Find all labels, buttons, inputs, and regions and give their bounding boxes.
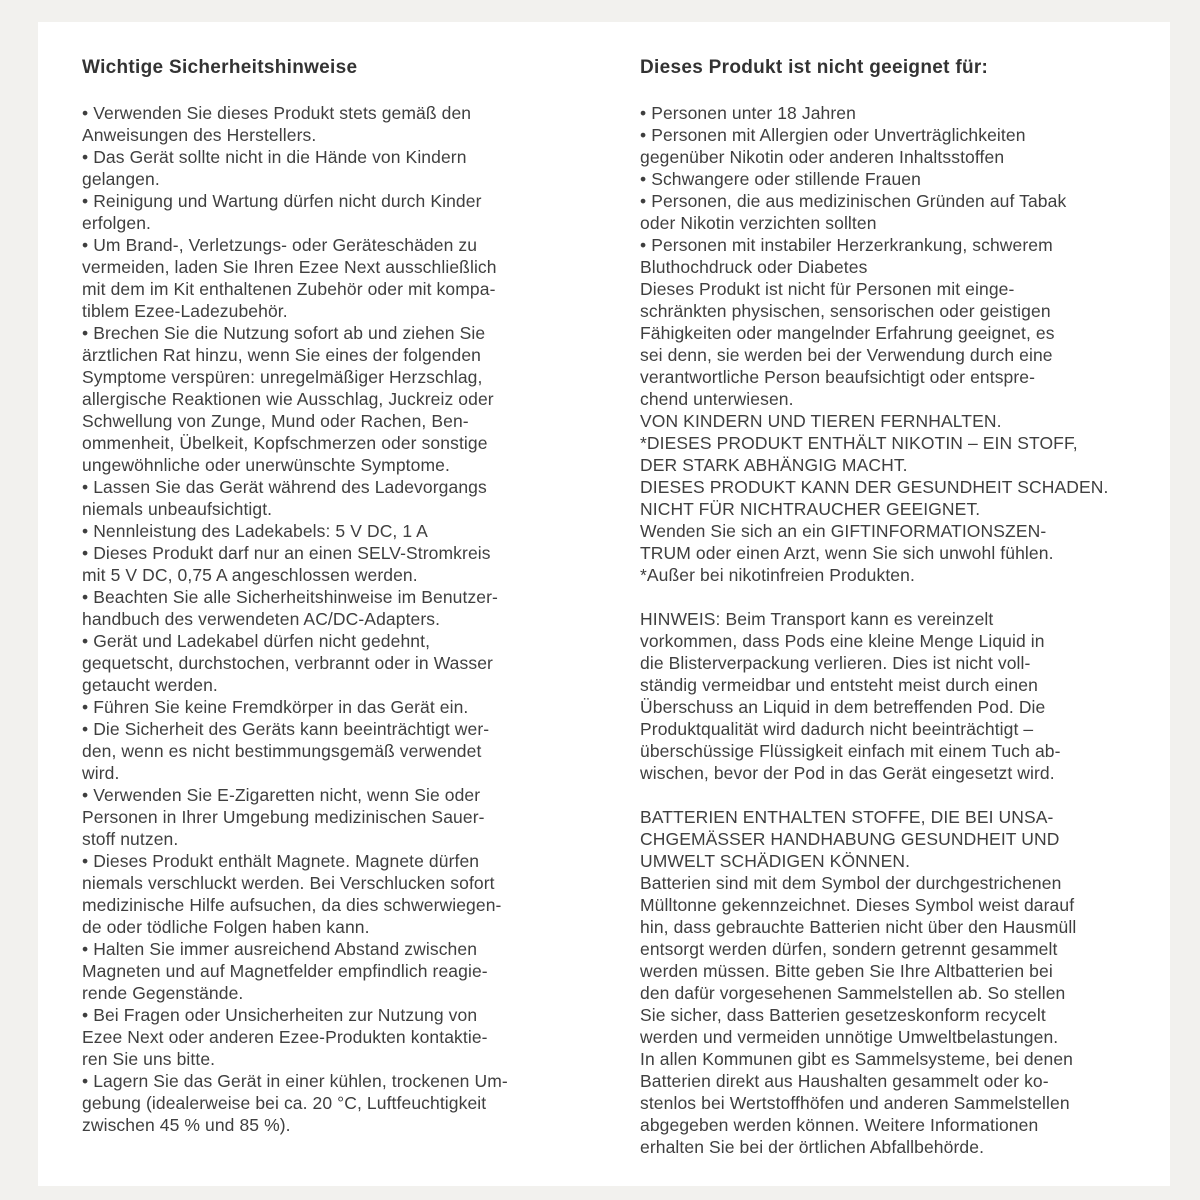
text-line: hin, dass gebrauchte Batterien nicht über den Hausmüll (640, 917, 1077, 937)
text-line: Wenden Sie sich an ein GIFTINFORMATIONSZEN- (640, 521, 1047, 541)
text-line: • Führen Sie keine Fremdkörper in das Gerät ein. (82, 697, 469, 717)
text-line: Schwellung von Zunge, Mund oder Rachen, Ben- (82, 411, 469, 431)
text-line: gelangen. (82, 169, 160, 189)
text-line: chend unterwiesen. (640, 389, 794, 409)
text-line: DER STARK ABHÄNGIG MACHT. (640, 455, 908, 475)
text-line: handbuch des verwendeten AC/DC-Adapters. (82, 609, 441, 629)
text-line: Bluthochdruck oder Diabetes (640, 257, 868, 277)
text-line: • Nennleistung des Ladekabels: 5 V DC, 1 A (82, 521, 428, 541)
text-line: gebung (idealerweise bei ca. 20 °C, Luftfeuchtigkeit (82, 1093, 487, 1113)
text-line: ungewöhnliche oder unerwünschte Symptome. (82, 455, 450, 475)
text-line: Mülltonne gekennzeichnet. Dieses Symbol weist darauf (640, 895, 1075, 915)
text-line: gegenüber Nikotin oder anderen Inhaltsstoffen (640, 147, 1005, 167)
text-line: Batterien sind mit dem Symbol der durchgestrichenen (640, 873, 1062, 893)
text-line: ommenheit, Übelkeit, Kopfschmerzen oder sonstige (82, 433, 488, 453)
document-page (38, 22, 1170, 1186)
not-suitable-body (640, 102, 1160, 1158)
text-line: ren Sie uns bitte. (82, 1049, 216, 1069)
safety-instructions-body (82, 102, 602, 1136)
text-line: • Lagern Sie das Gerät in einer kühlen, trockenen Um- (82, 1071, 508, 1091)
text-line: de oder tödliche Folgen haben kann. (82, 917, 370, 937)
text-line: • Dieses Produkt enthält Magnete. Magnete dürfen (82, 851, 480, 871)
text-line: Fähigkeiten oder mangelnder Erfahrung geeignet, es (640, 323, 1055, 343)
text-line: • Personen unter 18 Jahren (640, 103, 856, 123)
text-line: stoff nutzen. (82, 829, 179, 849)
text-line: ständig vermeidbar und entsteht meist durch einen (640, 675, 1038, 695)
text-line: VON KINDERN UND TIEREN FERNHALTEN. (640, 411, 1002, 431)
text-line: ärztlichen Rat hinzu, wenn Sie eines der folgenden (82, 345, 481, 365)
text-line: getaucht werden. (82, 675, 218, 695)
text-line: überschüssige Flüssigkeit einfach mit einem Tuch ab- (640, 741, 1061, 761)
safety-instructions-column (82, 56, 602, 1186)
text-line: wischen, bevor der Pod in das Gerät eingesetzt wird. (640, 763, 1055, 783)
text-line: den dafür vorgesehenen Sammelstellen ab. So stellen (640, 983, 1066, 1003)
text-line: • Um Brand-, Verletzungs- oder Geräteschäden zu (82, 235, 478, 255)
text-line: tiblem Ezee-Ladezubehör. (82, 301, 288, 321)
text-line: *Außer bei nikotinfreien Produkten. (640, 565, 915, 585)
text-line: vermeiden, laden Sie Ihren Ezee Next ausschließlich (82, 257, 497, 277)
text-line: • Reinigung und Wartung dürfen nicht durch Kinder (82, 191, 482, 211)
text-line: • Bei Fragen oder Unsicherheiten zur Nutzung von (82, 1005, 478, 1025)
text-line: Sie sicher, dass Batterien gesetzeskonform recycelt (640, 1005, 1046, 1025)
text-line: medizinische Hilfe aufsuchen, da dies schwerwiegen- (82, 895, 502, 915)
text-line: • Verwenden Sie dieses Produkt stets gemäß den (82, 103, 472, 123)
text-line: erhalten Sie bei der örtlichen Abfallbehörde. (640, 1137, 985, 1157)
text-line: • Schwangere oder stillende Frauen (640, 169, 921, 189)
text-line: Produktqualität wird dadurch nicht beeinträchtigt – (640, 719, 1034, 739)
text-line: allergische Reaktionen wie Ausschlag, Juckreiz oder (82, 389, 494, 409)
text-line: • Verwenden Sie E-Zigaretten nicht, wenn Sie oder (82, 785, 481, 805)
text-line: mit dem im Kit enthaltenen Zubehör oder mit kompa- (82, 279, 496, 299)
text-line: Dieses Produkt ist nicht für Personen mit einge- (640, 279, 1015, 299)
text-line: Personen in Ihrer Umgebung medizinischen Sauer- (82, 807, 485, 827)
text-line (640, 586, 1160, 608)
text-line (640, 784, 1160, 806)
text-line: DIESES PRODUKT KANN DER GESUNDHEIT SCHADEN. (640, 477, 1109, 497)
text-line: • Brechen Sie die Nutzung sofort ab und ziehen Sie (82, 323, 486, 343)
text-line: die Blisterverpackung verlieren. Dies ist nicht voll- (640, 653, 1031, 673)
text-line: In allen Kommunen gibt es Sammelsysteme, bei denen (640, 1049, 1074, 1069)
text-line: • Gerät und Ladekabel dürfen nicht gedehnt, (82, 631, 431, 651)
text-line: verantwortliche Person beaufsichtigt oder entspre- (640, 367, 1036, 387)
text-line: schränkten physischen, sensorischen oder geistigen (640, 301, 1051, 321)
not-suitable-heading: Dieses Produkt ist nicht geeignet für: (640, 57, 989, 78)
text-line: *DIESES PRODUKT ENTHÄLT NIKOTIN – EIN STOFF, (640, 433, 1078, 453)
text-line: vorkommen, dass Pods eine kleine Menge Liquid in (640, 631, 1045, 651)
text-line: abgegeben werden können. Weitere Informationen (640, 1115, 1039, 1135)
text-line: • Lassen Sie das Gerät während des Ladevorgangs (82, 477, 487, 497)
safety-instructions-heading: Wichtige Sicherheitshinweise (82, 57, 358, 78)
text-line: Überschuss an Liquid in dem betreffenden Pod. Die (640, 697, 1046, 717)
text-line: CHGEMÄSSER HANDHABUNG GESUNDHEIT UND (640, 829, 1060, 849)
text-line: • Halten Sie immer ausreichend Abstand zwischen (82, 939, 478, 959)
text-line: • Personen mit instabiler Herzerkrankung, schwerem (640, 235, 1053, 255)
text-line: wird. (82, 763, 120, 783)
text-line: TRUM oder einen Arzt, wenn Sie sich unwohl fühlen. (640, 543, 1054, 563)
text-line: • Die Sicherheit des Geräts kann beeinträchtigt wer- (82, 719, 490, 739)
text-line: Magneten und auf Magnetfelder empfindlich reagie- (82, 961, 488, 981)
text-line: zwischen 45 % und 85 %). (82, 1115, 291, 1135)
text-line: Anweisungen des Herstellers. (82, 125, 317, 145)
text-line: stenlos bei Wertstoffhöfen und anderen Sammelstellen (640, 1093, 1070, 1113)
text-line: den, wenn es nicht bestimmungsgemäß verwendet (82, 741, 482, 761)
text-line: oder Nikotin verzichten sollten (640, 213, 877, 233)
text-line: Symptome verspüren: unregelmäßiger Herzschlag, (82, 367, 483, 387)
text-line: HINWEIS: Beim Transport kann es vereinzelt (640, 609, 994, 629)
text-line: mit 5 V DC, 0,75 A angeschlossen werden. (82, 565, 418, 585)
text-line: Ezee Next oder anderen Ezee-Produkten kontaktie- (82, 1027, 488, 1047)
text-line: • Das Gerät sollte nicht in die Hände von Kindern (82, 147, 467, 167)
text-line: BATTERIEN ENTHALTEN STOFFE, DIE BEI UNSA- (640, 807, 1054, 827)
not-suitable-column (640, 56, 1160, 1186)
text-line: werden müssen. Bitte geben Sie Ihre Altbatterien bei (640, 961, 1053, 981)
text-line: Batterien direkt aus Haushalten gesammelt oder ko- (640, 1071, 1049, 1091)
text-line: sei denn, sie werden bei der Verwendung durch eine (640, 345, 1053, 365)
text-line: gequetscht, durchstochen, verbrannt oder in Wasser (82, 653, 493, 673)
text-line: • Personen mit Allergien oder Unverträglichkeiten (640, 125, 1026, 145)
text-line: NICHT FÜR NICHTRAUCHER GEEIGNET. (640, 499, 981, 519)
text-line: • Personen, die aus medizinischen Gründen auf Tabak (640, 191, 1067, 211)
text-line: rende Gegenstände. (82, 983, 244, 1003)
text-line: erfolgen. (82, 213, 152, 233)
text-line: • Beachten Sie alle Sicherheitshinweise im Benutzer- (82, 587, 498, 607)
text-line: entsorgt werden dürfen, sondern getrennt gesammelt (640, 939, 1058, 959)
text-line: niemals verschluckt werden. Bei Verschlucken sofort (82, 873, 495, 893)
text-line: • Dieses Produkt darf nur an einen SELV-Stromkreis (82, 543, 491, 563)
text-line: niemals unbeaufsichtigt. (82, 499, 273, 519)
text-line: werden und vermeiden unnötige Umweltbelastungen. (640, 1027, 1059, 1047)
text-line: UMWELT SCHÄDIGEN KÖNNEN. (640, 851, 911, 871)
